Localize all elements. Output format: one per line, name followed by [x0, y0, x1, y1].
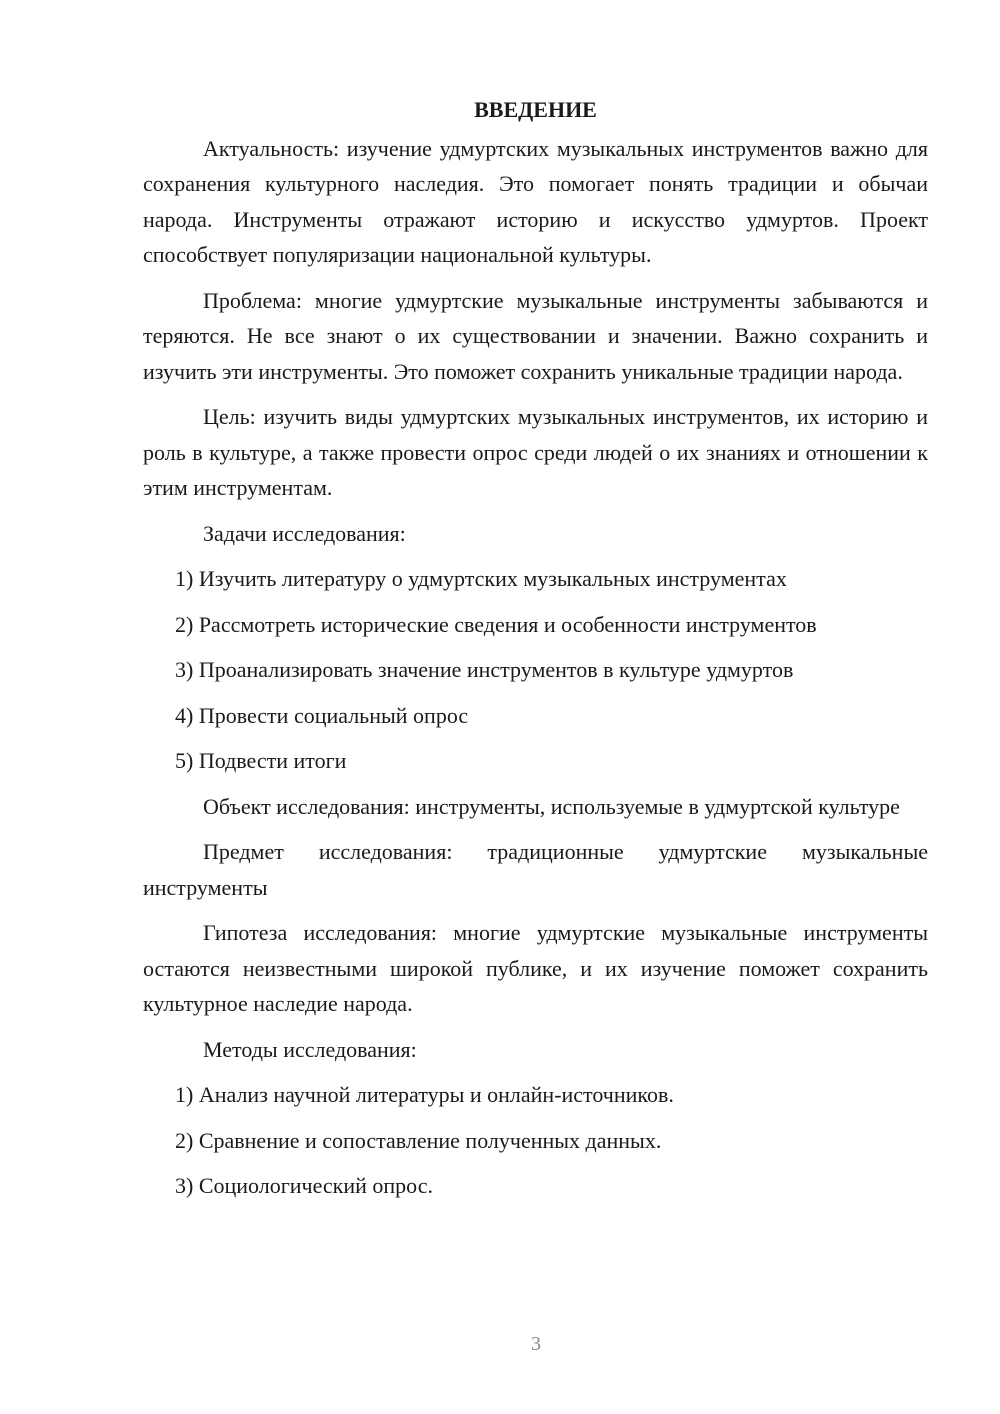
list-item: 1) Изучить литературу о удмуртских музыкальных инструментах — [175, 566, 787, 591]
page-content — [143, 92, 928, 1214]
list-item: 3) Проанализировать значение инструментов в культуре удмуртов — [175, 657, 794, 682]
subject-paragraph: Предмет исследования: традиционные удмуртские музыкальные инструменты — [143, 839, 928, 900]
list-item: 1) Анализ научной литературы и онлайн-источников. — [175, 1082, 674, 1107]
problem-paragraph: Проблема: многие удмуртские музыкальные инструменты забываются и теряются. Не все знают о их существовании и значении. Важно сохранить и изучить эти инструменты. Это поможет сохранить уникальные традиции народа. — [143, 287, 928, 384]
tasks-list — [143, 561, 928, 779]
relevance-paragraph: Актуальность: изучение удмуртских музыкальных инструментов важно для сохранения культурного наследия. Это помогает понять традиции и обычаи народа. Инструменты отражают историю и искусство удмуртов. Проект способствует популяризации национальной культуры. — [143, 135, 928, 267]
hypothesis-paragraph: Гипотеза исследования: многие удмуртские музыкальные инструменты остаются неизвестными широкой публике, и их изучение поможет сохранить культурное наследие народа. — [143, 920, 928, 1016]
list-item: 5) Подвести итоги — [175, 748, 347, 773]
tasks-heading: Задачи исследования: — [203, 520, 406, 546]
methods-heading: Методы исследования: — [203, 1036, 417, 1062]
methods-list — [143, 1077, 928, 1204]
list-item: 3) Социологический опрос. — [175, 1173, 433, 1198]
list-item: 2) Сравнение и сопоставление полученных данных. — [175, 1127, 662, 1153]
object-paragraph: Объект исследования: инструменты, используемые в удмуртской культуре — [203, 793, 900, 819]
page-title: ВВЕДЕНИЕ — [474, 97, 597, 122]
list-item: 2) Рассмотреть исторические сведения и особенности инструментов — [175, 611, 817, 637]
goal-paragraph: Цель: изучить виды удмуртских музыкальных инструментов, их историю и роль в культуре, а также провести опрос среди людей о их знаниях и отношении к этим инструментам. — [143, 404, 928, 500]
page-number: 3 — [531, 1333, 541, 1355]
list-item: 4) Провести социальный опрос — [175, 702, 469, 728]
